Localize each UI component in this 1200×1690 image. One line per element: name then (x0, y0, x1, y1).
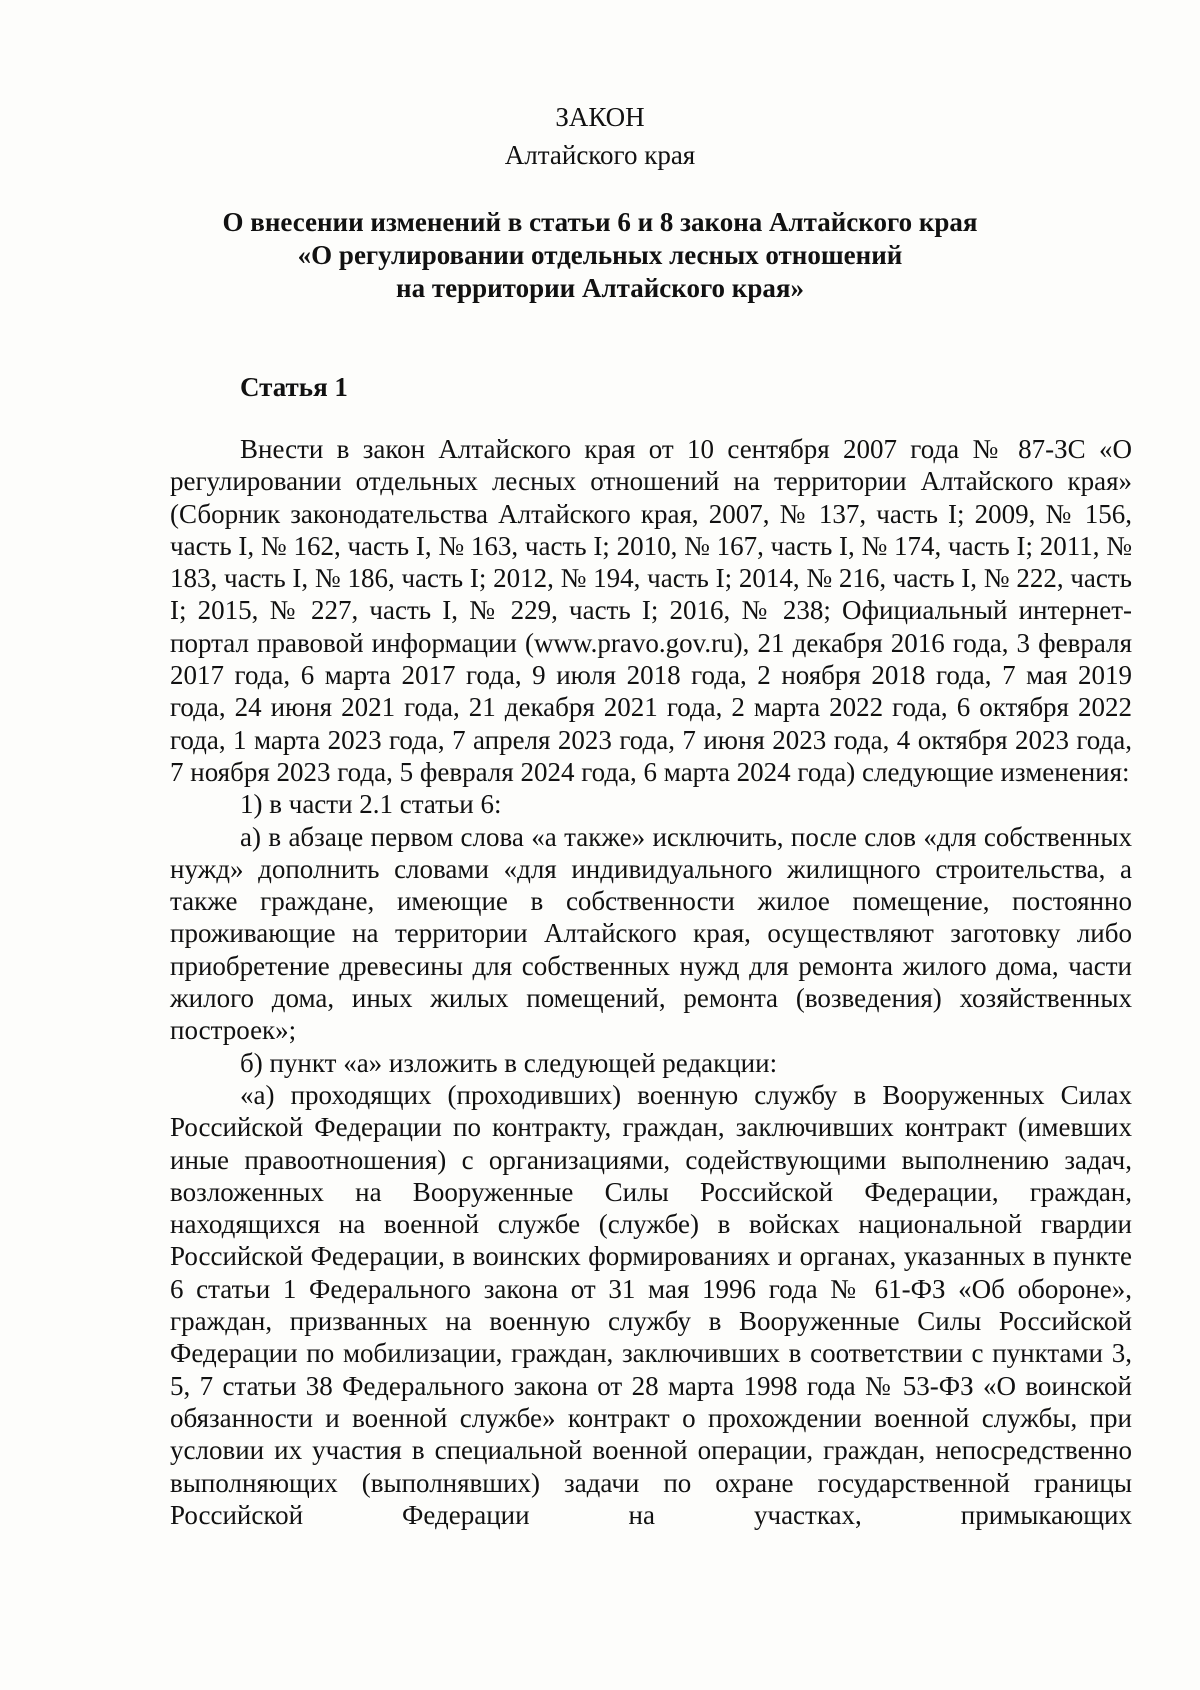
paragraph: Внести в закон Алтайского края от 10 сентября 2007 года № 87-ЗС «О регулировании отдельных лесных отношений на территории Алтайского края» (Сборник законодательства Алтайского края, 2007, № 137, часть I; 2009, № 156, часть I, № 162, часть I, № 163, часть I; 2010, № 167, часть I, № 174, часть I; 2011, № 183, часть I, № 186, часть I; 2012, № 194, часть I; 2014, № 216, часть I, № 222, часть I; 2015, № 227, часть I, № 229, часть I; 2016, № 238; Официальный интернет-портал правовой информации (www.pravo.gov.ru), 21 декабря 2016 года, 3 февраля 2017 года, 6 марта 2017 года, 9 июля 2018 года, 2 ноября 2018 года, 7 мая 2019 года, 24 июня 2021 года, 21 декабря 2021 года, 2 марта 2022 года, 6 октября 2022 года, 1 марта 2023 года, 7 апреля 2023 года, 7 июня 2023 года, 4 октября 2023 года, 7 ноября 2023 года, 5 февраля 2024 года, 6 марта 2024 года) следующие изменения: (170, 434, 1132, 787)
paragraph: а) в абзаце первом слова «а также» исключить, после слов «для собственных нужд» дополнить словами «для индивидуального жилищного строительства, а также граждане, имеющие в собственности жилое помещение, постоянно проживающие на территории Алтайского края, осуществляют заготовку либо приобретение древесины для собственных нужд для ремонта жилого дома, части жилого дома, иных жилых помещений, ремонта (возведения) хозяйственных построек»; (170, 821, 1132, 1046)
article-heading: Статья 1 (240, 372, 348, 402)
document-region: Алтайского края (504, 140, 696, 170)
article-body (170, 433, 1132, 1531)
title-line: на территории Алтайского края» (396, 273, 804, 303)
title-line: «О регулировании отдельных лесных отношений (297, 240, 903, 270)
paragraph: 1) в части 2.1 статьи 6: (240, 789, 502, 820)
document-type: ЗАКОН (555, 102, 645, 132)
paragraph: б) пункт «а» изложить в следующей редакции: (240, 1047, 778, 1078)
title-line: О внесении изменений в статьи 6 и 8 закона Алтайского края (222, 207, 978, 237)
document-title (150, 206, 1050, 305)
paragraph: «а) проходящих (проходивших) военную службу в Вооруженных Силах Российской Федерации по контракту, граждан, заключивших контракт (имевших иные правоотношения) с организациями, содействующими выполнению задач, возложенных на Вооруженные Силы Российской Федерации, граждан, находящихся на военной службе (службе) в войсках национальной гвардии Российской Федерации, в воинских формированиях и органах, указанных в пункте 6 статьи 1 Федерального закона от 31 мая 1996 года № 61-ФЗ «Об обороне», граждан, призванных на военную службу в Вооруженные Силы Российской Федерации по мобилизации, граждан, заключивших в соответствии с пунктами 3, 5, 7 статьи 38 Федерального закона от 28 марта 1998 года № 53-ФЗ «О воинской обязанности и военной службе» контракт о прохождении военной службы, при условии их участия в специальной военной операции, граждан, непосредственно выполняющих (выполнявших) задачи по охране государственной границы Российской Федерации на участках, примыкающих (170, 1079, 1132, 1530)
